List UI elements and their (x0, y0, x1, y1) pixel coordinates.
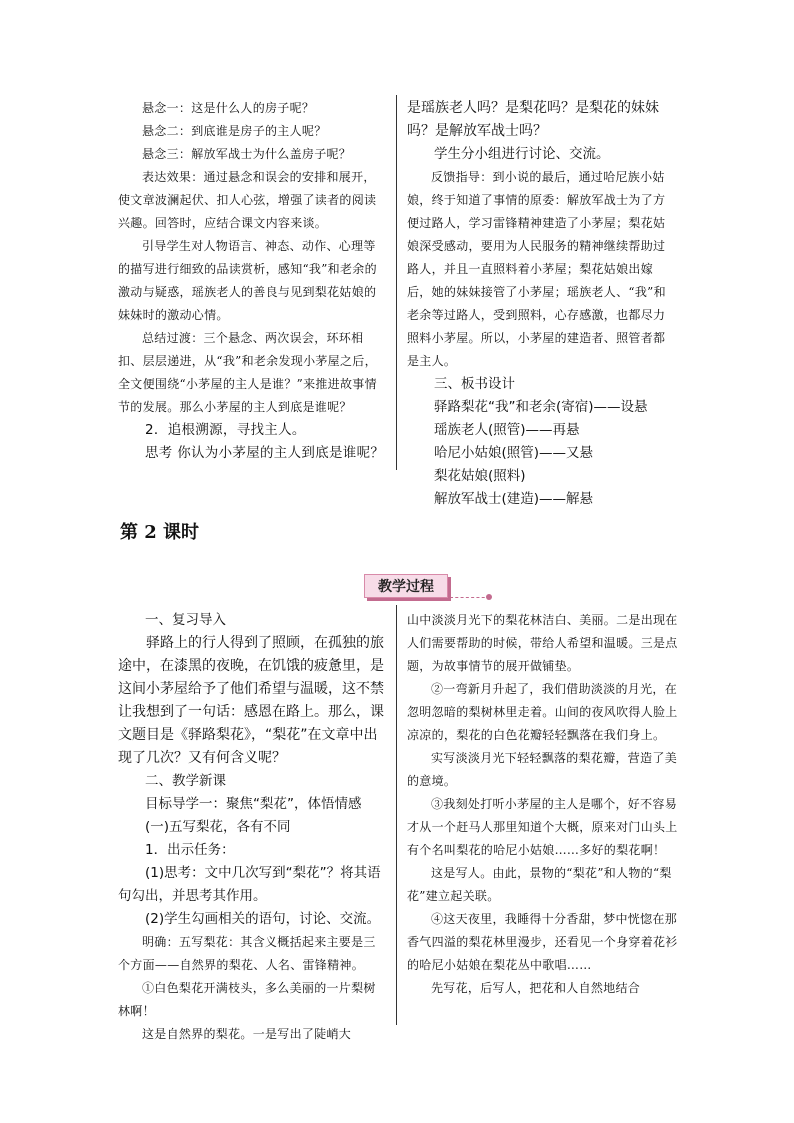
paragraph: 山中淡淡月光下的梨花林洁白、美丽。二是出现在人们需要帮助的时候，带给人希望和温暖。三是点题，为故事情节的展开做铺垫。 (407, 613, 678, 673)
paragraph: ②一弯新月升起了，我们借助淡淡的月光，在忽明忽暗的梨树林里走着。山间的夜风吹得人脸上凉凉的，梨花的白色花瓣轻轻飘落在我们身上。 (407, 682, 678, 742)
paragraph: 学生分小组进行讨论、交流。 (434, 146, 610, 162)
paragraph: 驿路上的行人得到了照顾，在孤独的旅途中，在漆黑的夜晚，在饥饿的疲惫里，是这间小茅屋给予了他们希望与温暖，这不禁让我想到了一句话：感恩在路上。那么，课文题目是《驿路梨花》，“梨花”在文章中出现了几次？又有何含义呢？ (118, 635, 384, 766)
teaching-process-badge (356, 574, 460, 600)
paragraph: (一)五写梨花，各有不同 (145, 819, 291, 835)
paragraph: 驿路梨花“我”和老余(寄宿)——设悬 (434, 399, 648, 415)
paragraph: 1．出示任务： (145, 842, 235, 858)
paragraph: ①白色梨花开满枝头，多么美丽的一片梨树林啊！ (118, 981, 376, 1018)
paragraph: (2)学生勾画相关的语句，讨论、交流。 (145, 911, 381, 927)
section-title: 第 2 课时 (120, 522, 200, 543)
paragraph: 先写花，后写人，把花和人自然地结合 (431, 981, 641, 995)
paragraph: ④这天夜里，我睡得十分香甜，梦中恍惚在那香气四溢的梨花林里漫步，还看见一个身穿着花衫的哈尼小姑娘在梨花丛中歌唱…… (407, 912, 678, 972)
bottom-right-column (407, 609, 679, 1000)
paragraph: 一、复习导入 (145, 612, 226, 628)
paragraph: 这是写人。由此，景物的“梨花”和人物的“梨花”建立起关联。 (407, 866, 672, 903)
paragraph: ③我刻处打听小茅屋的主人是哪个，好不容易才从一个赶马人那里知道个大概，原来对门山头上有个名叫梨花的哈尼小姑娘……多好的梨花啊！ (407, 797, 678, 857)
badge-dot (486, 594, 492, 600)
paragraph: 反馈指导：到小说的最后，通过哈尼族小姑娘，终于知道了事情的原委：解放军战士为了方便过路人，学习雷锋精神建造了小茅屋；梨花姑娘深受感动，要用为人民服务的精神继续帮助过路人，并且一直照料着小茅屋；梨花姑娘出嫁后，她的妹妹接管了小茅屋；瑶族老人、“我”和老余等过路人，受到照料，心存感激，也都尽力照料小茅屋。所以，小茅屋的建造者、照管者都是主人。 (407, 170, 666, 368)
top-left-column (118, 97, 386, 465)
column-divider (396, 95, 397, 470)
paragraph: 悬念二：到底谁是房子的主人呢？ (142, 124, 327, 138)
badge-label: 教学过程 (378, 579, 434, 595)
paragraph: 二、教学新课 (145, 773, 226, 789)
paragraph: (1)思考：文中几次写到“梨花”？将其语句勾出，并思考其作用。 (118, 865, 381, 904)
paragraph: 哈尼小姑娘(照管)——又悬 (434, 445, 594, 461)
paragraph: 这是自然界的梨花。一是写出了陡峭大 (142, 1027, 352, 1041)
paragraph: 实写淡淡月光下轻轻飘落的梨花瓣，营造了美的意境。 (407, 751, 678, 788)
paragraph: 2．追根溯源，寻找主人。 (145, 422, 306, 438)
paragraph: 瑶族老人(照管)——再悬 (434, 422, 580, 438)
paragraph: 悬念一：这是什么人的房子呢？ (142, 101, 315, 115)
paragraph: 表达效果：通过悬念和误会的安排和展开，使文章波澜起伏、扣人心弦，增强了读者的阅读兴趣。回答时，应结合课文内容来谈。 (118, 170, 377, 230)
paragraph: 梨花姑娘(照料) (434, 468, 526, 484)
paragraph: 悬念三：解放军战士为什么盖房子呢？ (142, 147, 352, 161)
paragraph: 解放军战士(建造)——解悬 (434, 491, 594, 507)
top-right-column (407, 97, 677, 511)
paragraph: 思考 你认为小茅屋的主人到底是谁呢？ (145, 445, 385, 461)
bottom-left-column (118, 609, 386, 1046)
paragraph: 总结过渡：三个悬念、两次误会，环环相扣、层层递进，从“我”和老余发现小茅屋之后，全文便围绕“小茅屋的主人是谁？”来推进故事情节的发展。那么小茅屋的主人到底是谁呢？ (118, 331, 377, 414)
badge-dash-line (450, 597, 490, 598)
paragraph: 目标导学一：聚焦“梨花”，体悟情感 (145, 796, 362, 812)
paragraph: 明确：五写梨花：其含义概括起来主要是三个方面——自然界的梨花、人名、雷锋精神。 (118, 935, 376, 972)
paragraph: 是瑶族老人吗？是梨花吗？是梨花的妹妹吗？是解放军战士吗？ (407, 100, 659, 139)
paragraph: 引导学生对人物语言、神态、动作、心理等的描写进行细致的品读赏析，感知“我”和老余的激动与疑惑，瑶族老人的善良与见到梨花姑娘的妹妹时的激动心情。 (118, 239, 377, 322)
column-divider (396, 605, 397, 1025)
paragraph: 三、板书设计 (434, 376, 515, 392)
